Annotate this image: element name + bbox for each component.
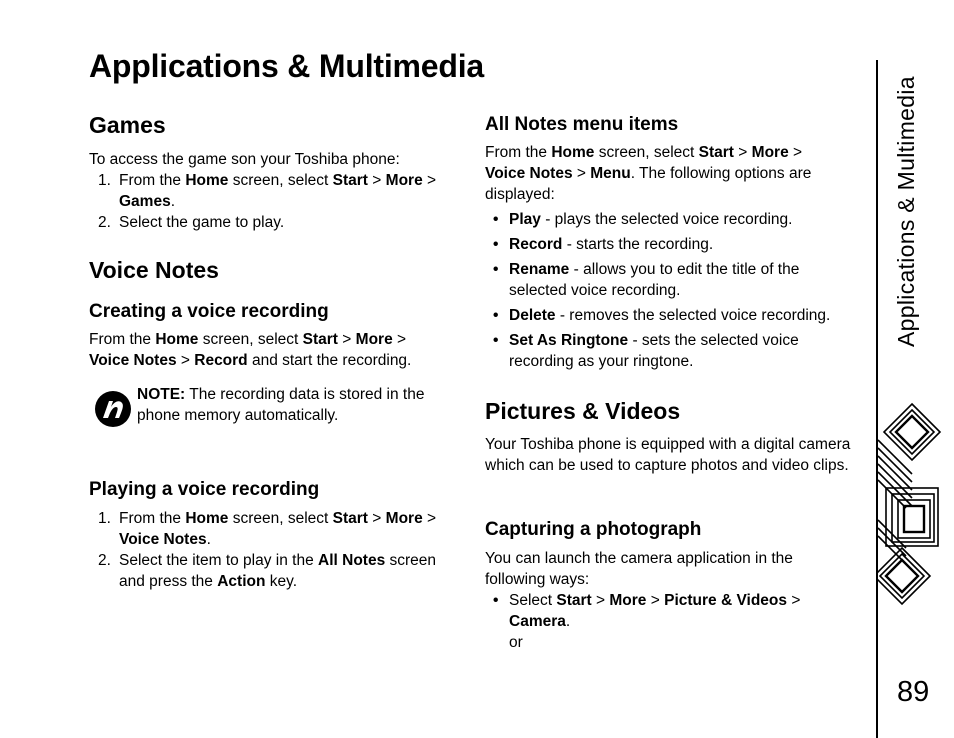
or-text: or [509,634,523,651]
capture-method-start-menu: • Select Start > More > Picture & Videos > Camera. or [485,590,857,653]
games-steps [89,170,464,233]
decorative-diamond-graphic [876,400,942,618]
note-icon [94,390,132,428]
menu-item-record: • Record - starts the recording. [485,234,857,255]
creating-voice-recording-heading: Creating a voice recording [89,301,329,322]
pictures-videos-heading: Pictures & Videos [485,398,681,424]
games-intro: To access the game son your Toshiba phone: [89,151,400,168]
creating-voice-recording-text: From the Home screen, select Start > More > Voice Notes > Record and start the recording. [89,331,412,369]
menu-item-rename: • Rename - allows you to edit the title of the selected voice recording. [485,259,857,301]
margin-rule [876,60,878,738]
page-number: 89 [897,676,930,708]
side-section-label: Applications & Multimedia [893,76,919,347]
playing-steps [89,508,464,592]
menu-item-play: • Play - plays the selected voice recording. [485,209,857,230]
games-heading: Games [89,112,166,138]
all-notes-menu-heading: All Notes menu items [485,114,679,135]
games-step-1: 1. From the Home screen, select Start > More > Games. [98,172,437,210]
playing-voice-recording-heading: Playing a voice recording [89,479,320,500]
note-text: NOTE: The recording data is stored in the phone memory automatically. [137,386,425,424]
menu-item-set-as-ringtone: • Set As Ringtone - sets the selected voice recording as your ringtone. [485,330,857,372]
page-title: Applications & Multimedia [89,48,485,84]
menu-item-delete: • Delete - removes the selected voice recording. [485,305,857,326]
capturing-photograph-heading: Capturing a photograph [485,519,702,540]
pictures-videos-intro: Your Toshiba phone is equipped with a digital camera which can be used to capture photos and video clips. [485,436,851,474]
capturing-methods-list [485,590,857,657]
all-notes-menu-intro: From the Home screen, select Start > More > Voice Notes > Menu. The following options are displayed: [485,144,812,203]
games-step-2: 2. Select the game to play. [98,214,285,231]
voice-notes-heading: Voice Notes [89,257,219,283]
all-notes-menu-list [485,209,857,376]
capturing-photograph-intro: You can launch the camera application in the following ways: [485,550,793,588]
playing-step-1: 1. From the Home screen, select Start > More > Voice Notes. [98,510,437,548]
playing-step-2: 2. Select the item to play in the All Notes screen and press the Action key. [98,552,437,590]
